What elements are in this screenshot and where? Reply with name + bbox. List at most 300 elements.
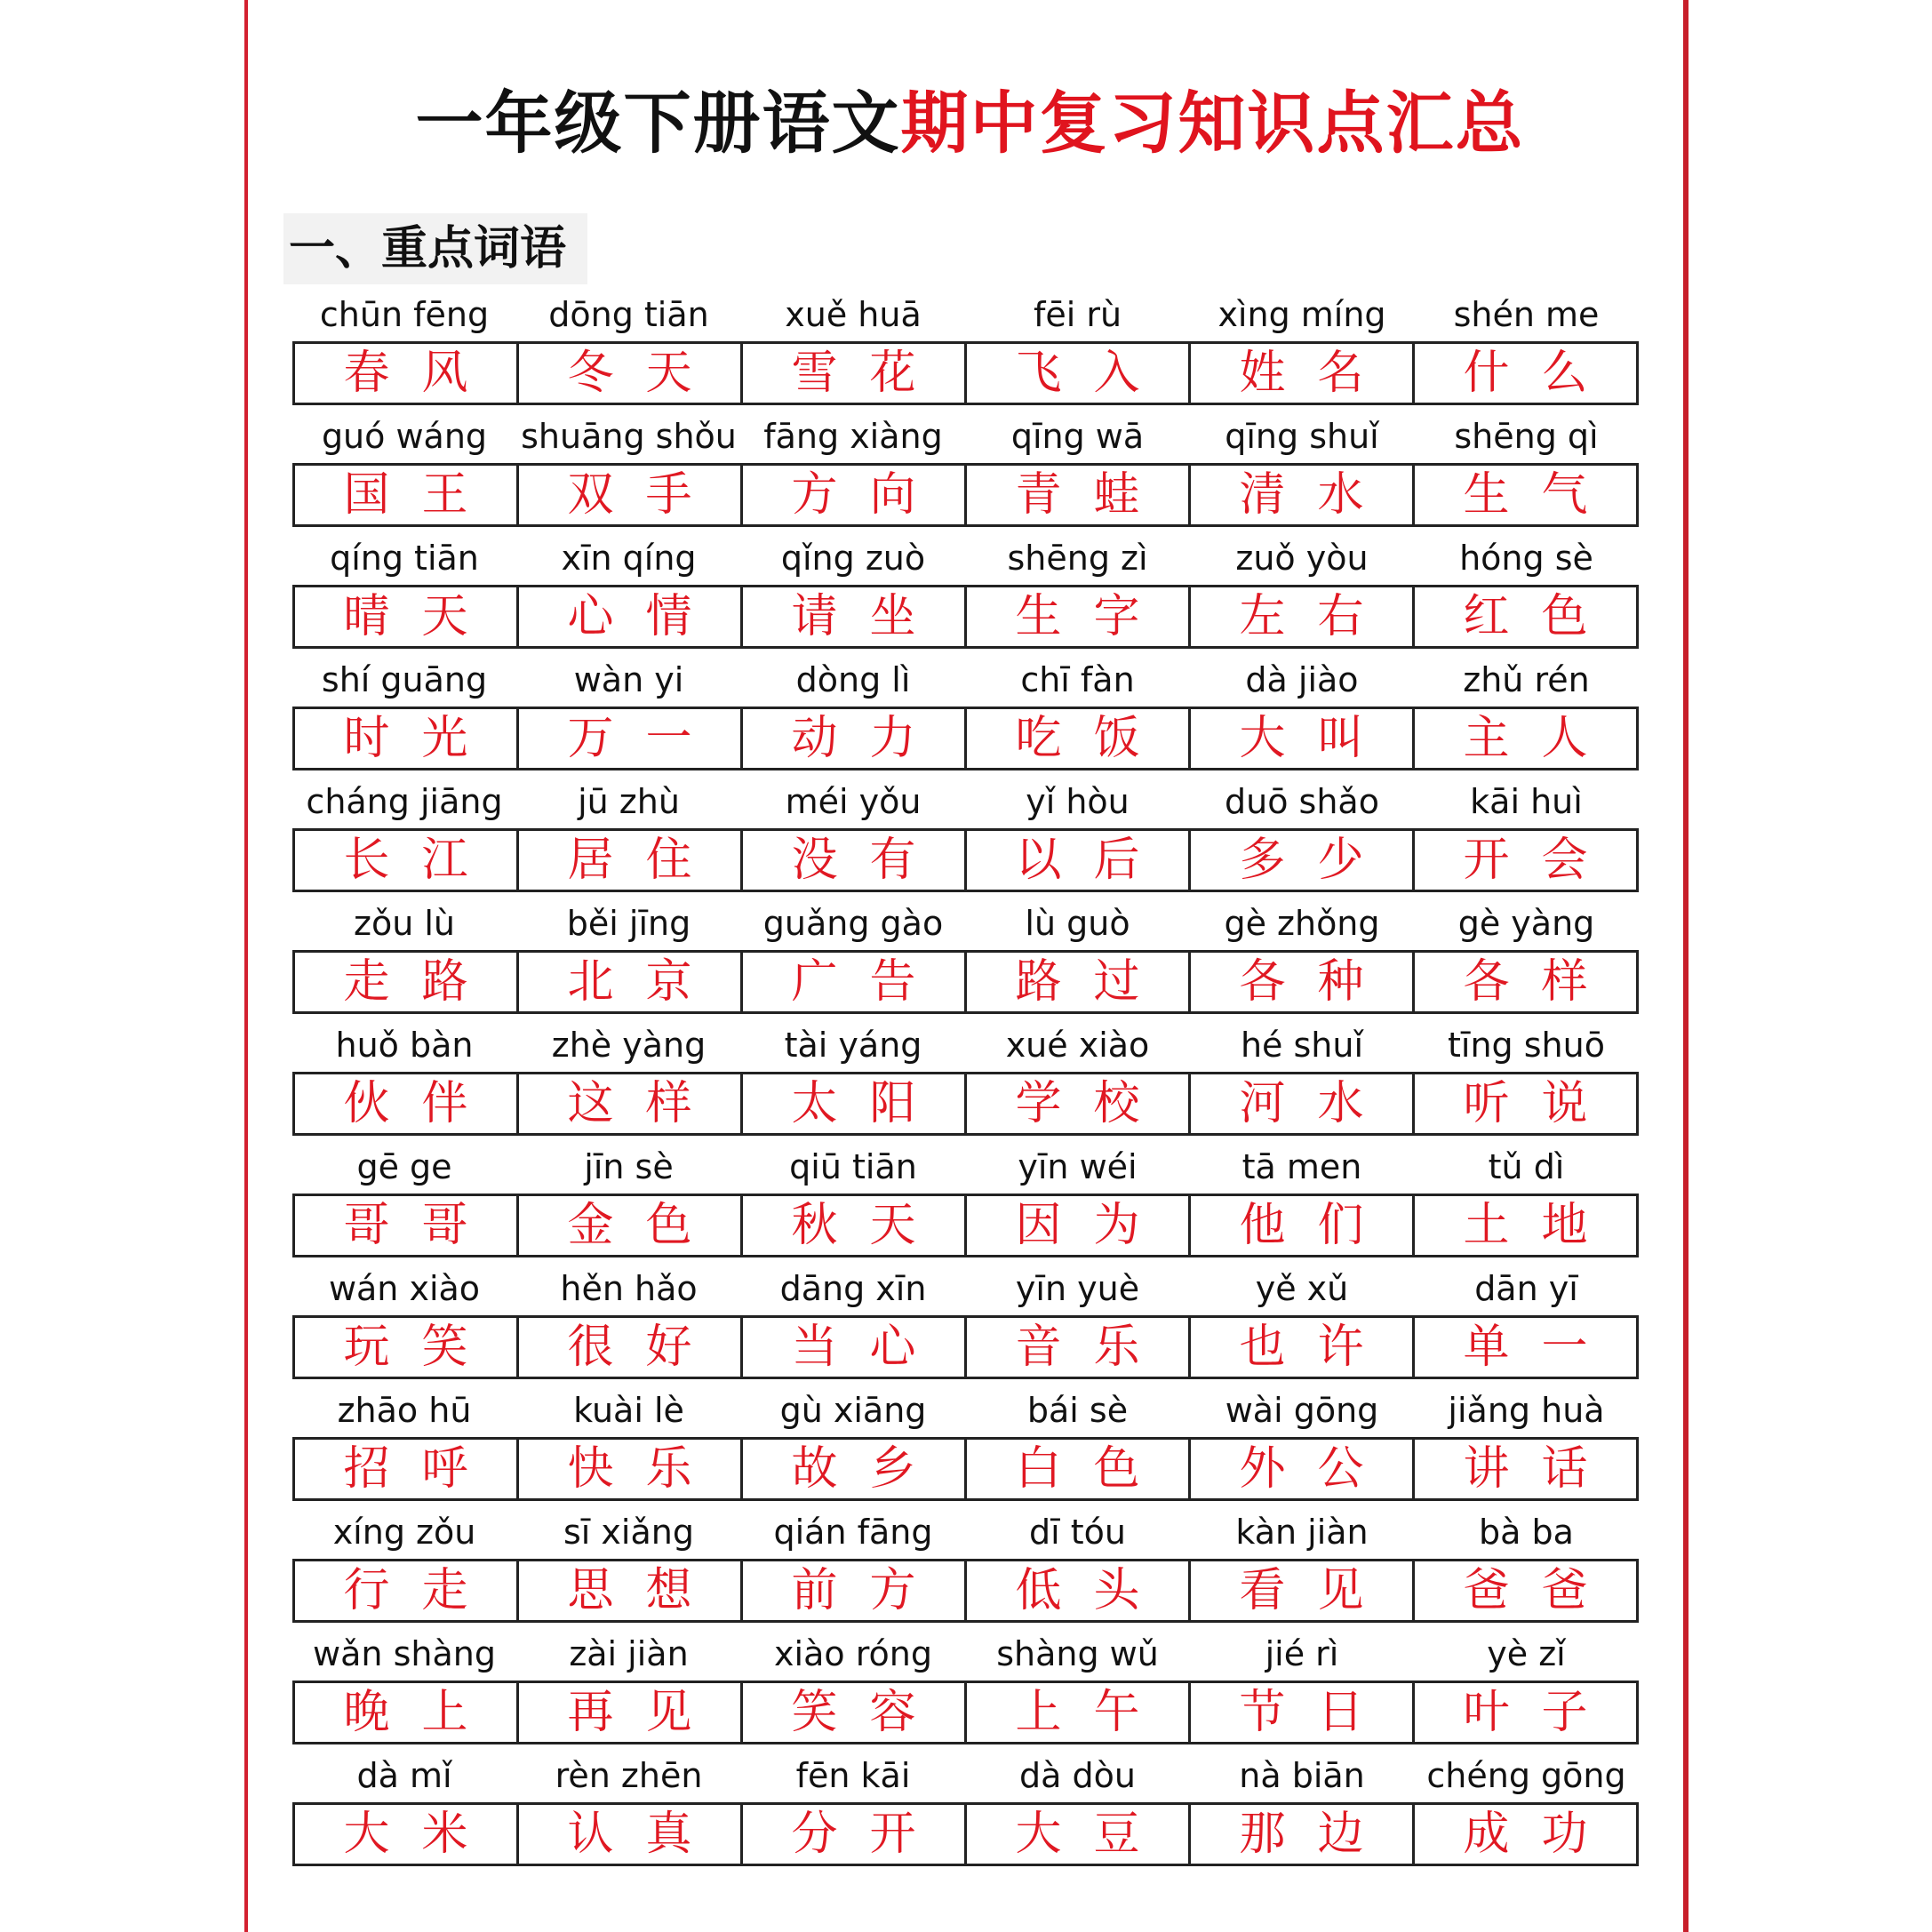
pinyin-label: jiǎng huà [1448, 1391, 1605, 1430]
hanzi-character: 手 [645, 468, 692, 522]
pinyin-label: shēng qì [1454, 417, 1599, 456]
pinyin-label: dān yī [1474, 1269, 1578, 1308]
hanzi-character: 请 [791, 590, 838, 643]
pinyin-label: xíng zǒu [332, 1513, 476, 1552]
pinyin-line [292, 1022, 1639, 1068]
hanzi-character: 方 [869, 1564, 916, 1617]
hanzi-character: 后 [1093, 834, 1140, 887]
hanzi-character: 气 [1541, 468, 1588, 522]
hanzi-character: 种 [1317, 955, 1364, 1009]
word-cell [295, 831, 519, 890]
hanzi-character: 生 [1463, 468, 1510, 522]
hanzi-character: 右 [1317, 590, 1364, 643]
pinyin-label: kuài lè [573, 1391, 684, 1430]
pinyin-line [292, 657, 1639, 703]
pinyin-line [292, 1265, 1639, 1312]
pinyin-line [292, 1631, 1639, 1677]
pinyin-line [292, 1752, 1639, 1799]
hanzi-character: 看 [1239, 1564, 1286, 1617]
hanzi-character: 土 [1463, 1199, 1510, 1252]
hanzi-character: 豆 [1093, 1808, 1140, 1861]
pinyin-label: zhè yàng [551, 1026, 707, 1065]
pinyin-label: gù xiāng [779, 1391, 927, 1430]
pinyin-label: chūn fēng [319, 295, 490, 334]
word-cell [743, 587, 967, 646]
pinyin-label: jīn sè [584, 1147, 674, 1186]
pinyin-label: gè zhǒng [1224, 904, 1380, 943]
pinyin-label: zài jiàn [569, 1634, 689, 1673]
hanzi-character: 因 [1015, 1199, 1062, 1252]
pinyin-label: kāi huì [1470, 782, 1583, 821]
pinyin-label: běi jīng [566, 904, 691, 943]
pinyin-label: xīn qíng [561, 539, 697, 578]
pinyin-label: xué xiào [1005, 1026, 1150, 1065]
pinyin-label: shēng zì [1007, 539, 1148, 578]
word-cell [519, 466, 743, 524]
word-cell [743, 466, 967, 524]
pinyin-label: wán xiào [328, 1269, 481, 1308]
hanzi-character: 白 [1015, 1442, 1062, 1496]
character-box-row [292, 950, 1639, 1014]
hanzi-character: 雪 [791, 347, 838, 400]
word-cell [743, 1318, 967, 1377]
hanzi-character: 上 [1015, 1686, 1062, 1739]
hanzi-character: 居 [567, 834, 614, 887]
pinyin-label: wài gōng [1225, 1391, 1379, 1430]
word-cell [519, 1440, 743, 1498]
hanzi-character: 校 [1093, 1077, 1140, 1130]
word-cell [743, 1683, 967, 1742]
hanzi-character: 前 [791, 1564, 838, 1617]
word-cell [967, 466, 1191, 524]
hanzi-character: 爸 [1541, 1564, 1588, 1617]
hanzi-character: 以 [1015, 834, 1062, 887]
hanzi-character: 大 [1015, 1808, 1062, 1861]
word-cell [295, 1561, 519, 1620]
word-cell [519, 831, 743, 890]
hanzi-character: 多 [1239, 834, 1286, 887]
title-black-part: 一年级下册语文 [415, 84, 901, 163]
hanzi-character: 有 [869, 834, 916, 887]
pinyin-label: dōng tiān [548, 295, 709, 334]
word-cell [967, 1196, 1191, 1255]
pinyin-label: shí guāng [321, 660, 488, 699]
hanzi-character: 双 [567, 468, 614, 522]
hanzi-character: 叶 [1463, 1686, 1510, 1739]
word-cell [967, 1683, 1191, 1742]
pinyin-label: duō shǎo [1225, 782, 1379, 821]
hanzi-character: 名 [1317, 347, 1364, 400]
hanzi-character: 人 [1541, 712, 1588, 765]
hanzi-character: 功 [1541, 1808, 1588, 1861]
word-cell [295, 344, 519, 403]
hanzi-character: 样 [1541, 955, 1588, 1009]
pinyin-label: xìng míng [1217, 295, 1386, 334]
hanzi-character: 清 [1239, 468, 1286, 522]
pinyin-label: bà ba [1479, 1513, 1574, 1552]
hanzi-character: 向 [869, 468, 916, 522]
hanzi-character: 上 [421, 1686, 468, 1739]
pinyin-label: shén me [1453, 295, 1600, 334]
hanzi-character: 笑 [421, 1321, 468, 1374]
hanzi-character: 当 [791, 1321, 838, 1374]
hanzi-character: 国 [343, 468, 390, 522]
word-cell [295, 1683, 519, 1742]
word-cell [743, 1561, 967, 1620]
word-cell [1191, 709, 1415, 768]
hanzi-character: 力 [869, 712, 916, 765]
hanzi-character: 过 [1093, 955, 1140, 1009]
character-box-row [292, 1072, 1639, 1136]
hanzi-character: 晴 [343, 590, 390, 643]
hanzi-character: 米 [421, 1808, 468, 1861]
character-box-row [292, 463, 1639, 527]
pinyin-label: yǐ hòu [1026, 782, 1130, 821]
hanzi-character: 饭 [1093, 712, 1140, 765]
hanzi-character: 分 [791, 1808, 838, 1861]
word-cell [1191, 344, 1415, 403]
word-cell [743, 1074, 967, 1133]
pinyin-label: zhāo hū [337, 1391, 472, 1430]
pinyin-label: tài yáng [784, 1026, 922, 1065]
pinyin-label: wàn yi [573, 660, 684, 699]
hanzi-character: 什 [1463, 347, 1510, 400]
word-cell [295, 709, 519, 768]
hanzi-character: 告 [869, 955, 916, 1009]
pinyin-label: yè zǐ [1487, 1634, 1566, 1673]
hanzi-character: 天 [645, 347, 692, 400]
hanzi-character: 光 [421, 712, 468, 765]
word-cell [295, 1805, 519, 1864]
pinyin-line [292, 1509, 1639, 1555]
hanzi-character: 再 [567, 1686, 614, 1739]
hanzi-character: 快 [567, 1442, 614, 1496]
word-cell [519, 1561, 743, 1620]
hanzi-character: 方 [791, 468, 838, 522]
hanzi-character: 学 [1015, 1077, 1062, 1130]
hanzi-character: 王 [421, 468, 468, 522]
pinyin-label: nà biān [1239, 1756, 1365, 1795]
hanzi-character: 住 [645, 834, 692, 887]
hanzi-character: 长 [343, 834, 390, 887]
pinyin-label: dāng xīn [779, 1269, 927, 1308]
pinyin-label: hěn hǎo [560, 1269, 698, 1308]
hanzi-character: 金 [567, 1199, 614, 1252]
hanzi-character: 乡 [869, 1442, 916, 1496]
hanzi-character: 广 [791, 955, 838, 1009]
word-cell [295, 1440, 519, 1498]
hanzi-character: 成 [1463, 1808, 1510, 1861]
pinyin-label: shuāng shǒu [521, 417, 737, 456]
hanzi-character: 少 [1317, 834, 1364, 887]
hanzi-character: 见 [1317, 1564, 1364, 1617]
vocab-row [292, 1631, 1639, 1752]
pinyin-label: fāng xiàng [763, 417, 943, 456]
word-cell [1191, 1683, 1415, 1742]
hanzi-character: 呼 [421, 1442, 468, 1496]
word-cell [1191, 1440, 1415, 1498]
hanzi-character: 大 [1239, 712, 1286, 765]
hanzi-character: 时 [343, 712, 390, 765]
hanzi-character: 讲 [1463, 1442, 1510, 1496]
hanzi-character: 生 [1015, 590, 1062, 643]
hanzi-character: 情 [645, 590, 692, 643]
hanzi-character: 思 [567, 1564, 614, 1617]
word-cell [1415, 1318, 1636, 1377]
pinyin-label: xuě huā [785, 295, 922, 334]
character-box-row [292, 1802, 1639, 1866]
pinyin-label: wǎn shàng [313, 1634, 496, 1673]
word-cell [519, 344, 743, 403]
word-cell [1415, 953, 1636, 1011]
hanzi-character: 青 [1015, 468, 1062, 522]
vocab-row [292, 1144, 1639, 1265]
pinyin-label: bái sè [1026, 1391, 1129, 1430]
vocab-row [292, 1265, 1639, 1387]
character-box-row [292, 828, 1639, 892]
hanzi-character: 阳 [869, 1077, 916, 1130]
hanzi-character: 哥 [421, 1199, 468, 1252]
word-cell [1191, 1318, 1415, 1377]
word-cell [1191, 466, 1415, 524]
hanzi-character: 姓 [1239, 347, 1286, 400]
pinyin-label: chéng gōng [1426, 1756, 1626, 1795]
hanzi-character: 乐 [1093, 1321, 1140, 1374]
word-cell [1191, 587, 1415, 646]
word-cell [743, 1805, 967, 1864]
pinyin-label: chī fàn [1020, 660, 1135, 699]
hanzi-character: 很 [567, 1321, 614, 1374]
hanzi-character: 也 [1239, 1321, 1286, 1374]
hanzi-character: 地 [1541, 1199, 1588, 1252]
word-cell [967, 953, 1191, 1011]
word-cell [967, 1440, 1191, 1498]
hanzi-character: 一 [1541, 1321, 1588, 1374]
pinyin-label: lù guò [1025, 904, 1130, 943]
word-cell [519, 1074, 743, 1133]
word-cell [519, 1318, 743, 1377]
hanzi-character: 开 [1463, 834, 1510, 887]
pinyin-label: huǒ bàn [335, 1026, 474, 1065]
character-box-row [292, 585, 1639, 649]
pinyin-label: qǐng zuò [780, 539, 926, 578]
vocab-row [292, 291, 1639, 413]
word-cell [967, 1318, 1191, 1377]
word-cell [1415, 1561, 1636, 1620]
hanzi-character: 冬 [567, 347, 614, 400]
hanzi-character: 天 [869, 1199, 916, 1252]
word-cell [519, 1683, 743, 1742]
word-cell [743, 953, 967, 1011]
hanzi-character: 蛙 [1093, 468, 1140, 522]
hanzi-character: 外 [1239, 1442, 1286, 1496]
hanzi-character: 各 [1463, 955, 1510, 1009]
hanzi-character: 乐 [645, 1442, 692, 1496]
pinyin-line [292, 291, 1639, 338]
hanzi-character: 各 [1239, 955, 1286, 1009]
word-cell [743, 1196, 967, 1255]
pinyin-label: zuǒ yòu [1235, 539, 1369, 578]
hanzi-character: 笑 [791, 1686, 838, 1739]
hanzi-character: 公 [1317, 1442, 1364, 1496]
word-cell [1415, 1683, 1636, 1742]
hanzi-character: 动 [791, 712, 838, 765]
word-cell [1191, 1561, 1415, 1620]
hanzi-character: 风 [421, 347, 468, 400]
pinyin-label: zǒu lù [354, 904, 455, 943]
pinyin-label: tǔ dì [1488, 1147, 1565, 1186]
word-cell [967, 344, 1191, 403]
hanzi-character: 水 [1317, 1077, 1364, 1130]
hanzi-character: 走 [343, 955, 390, 1009]
vocabulary-grid [292, 291, 1639, 1874]
word-cell [967, 1561, 1191, 1620]
character-box-row [292, 1437, 1639, 1501]
hanzi-character: 心 [869, 1321, 916, 1374]
word-cell [1415, 587, 1636, 646]
pinyin-label: tīng shuō [1448, 1026, 1605, 1065]
hanzi-character: 们 [1317, 1199, 1364, 1252]
hanzi-character: 心 [567, 590, 614, 643]
vocab-row [292, 900, 1639, 1022]
pinyin-label: kàn jiàn [1235, 1513, 1369, 1552]
pinyin-line [292, 413, 1639, 459]
hanzi-character: 会 [1541, 834, 1588, 887]
pinyin-label: dī tóu [1029, 1513, 1126, 1552]
pinyin-label: jū zhù [578, 782, 680, 821]
pinyin-label: qīng wā [1010, 417, 1145, 456]
pinyin-label: dà mǐ [356, 1756, 452, 1795]
hanzi-character: 左 [1239, 590, 1286, 643]
hanzi-character: 爸 [1463, 1564, 1510, 1617]
word-cell [1415, 1196, 1636, 1255]
pinyin-label: qián fāng [773, 1513, 933, 1552]
vocab-row [292, 778, 1639, 900]
hanzi-character: 天 [421, 590, 468, 643]
pinyin-label: qíng tiān [330, 539, 479, 578]
hanzi-character: 晚 [343, 1686, 390, 1739]
hanzi-character: 边 [1317, 1808, 1364, 1861]
pinyin-label: qiū tiān [789, 1147, 917, 1186]
hanzi-character: 开 [869, 1808, 916, 1861]
pinyin-label: guǎng gào [762, 904, 944, 943]
pinyin-label: jié rì [1265, 1634, 1339, 1673]
pinyin-label: dà dòu [1019, 1756, 1136, 1795]
word-cell [967, 1074, 1191, 1133]
word-cell [743, 344, 967, 403]
pinyin-label: cháng jiāng [306, 782, 503, 821]
vocab-row [292, 535, 1639, 657]
pinyin-label: rèn zhēn [555, 1756, 703, 1795]
pinyin-label: qīng shuǐ [1225, 417, 1379, 456]
pinyin-label: tā men [1241, 1147, 1362, 1186]
pinyin-label: dòng lì [795, 660, 911, 699]
hanzi-character: 伙 [343, 1077, 390, 1130]
hanzi-character: 想 [645, 1564, 692, 1617]
word-cell [519, 1805, 743, 1864]
hanzi-character: 色 [1093, 1442, 1140, 1496]
hanzi-character: 一 [645, 712, 692, 765]
word-cell [295, 1074, 519, 1133]
hanzi-character: 路 [421, 955, 468, 1009]
hanzi-character: 江 [421, 834, 468, 887]
hanzi-character: 字 [1093, 590, 1140, 643]
hanzi-character: 好 [645, 1321, 692, 1374]
hanzi-character: 他 [1239, 1199, 1286, 1252]
hanzi-character: 玩 [343, 1321, 390, 1374]
pinyin-label: xiào róng [774, 1634, 932, 1673]
hanzi-character: 故 [791, 1442, 838, 1496]
hanzi-character: 春 [343, 347, 390, 400]
hanzi-character: 见 [645, 1686, 692, 1739]
hanzi-character: 样 [645, 1077, 692, 1130]
word-cell [967, 1805, 1191, 1864]
word-cell [295, 1196, 519, 1255]
pinyin-label: yě xǔ [1255, 1269, 1349, 1308]
word-cell [295, 466, 519, 524]
pinyin-line [292, 535, 1639, 581]
hanzi-character: 太 [791, 1077, 838, 1130]
pinyin-line [292, 1144, 1639, 1190]
hanzi-character: 万 [567, 712, 614, 765]
word-cell [519, 709, 743, 768]
pinyin-label: méi yǒu [785, 782, 922, 821]
hanzi-character: 为 [1093, 1199, 1140, 1252]
hanzi-character: 哥 [343, 1199, 390, 1252]
pinyin-label: gē ge [356, 1147, 452, 1186]
hanzi-character: 认 [567, 1808, 614, 1861]
pinyin-line [292, 1387, 1639, 1433]
word-cell [295, 953, 519, 1011]
character-box-row [292, 1559, 1639, 1623]
hanzi-character: 低 [1015, 1564, 1062, 1617]
character-box-row [292, 1681, 1639, 1744]
word-cell [295, 1318, 519, 1377]
hanzi-character: 入 [1093, 347, 1140, 400]
word-cell [743, 709, 967, 768]
hanzi-character: 日 [1317, 1686, 1364, 1739]
worksheet-page [244, 0, 1689, 1932]
hanzi-character: 单 [1463, 1321, 1510, 1374]
word-cell [967, 709, 1191, 768]
hanzi-character: 京 [645, 955, 692, 1009]
pinyin-label: gè yàng [1457, 904, 1595, 943]
hanzi-character: 许 [1317, 1321, 1364, 1374]
pinyin-label: yīn wéi [1018, 1147, 1138, 1186]
hanzi-character: 那 [1239, 1808, 1286, 1861]
pinyin-line [292, 778, 1639, 825]
word-cell [1191, 831, 1415, 890]
hanzi-character: 子 [1541, 1686, 1588, 1739]
word-cell [1191, 1074, 1415, 1133]
character-box-row [292, 707, 1639, 770]
pinyin-label: shàng wǔ [996, 1634, 1159, 1673]
hanzi-character: 主 [1463, 712, 1510, 765]
word-cell [519, 587, 743, 646]
hanzi-character: 路 [1015, 955, 1062, 1009]
pinyin-label: fēn kāi [795, 1756, 911, 1795]
word-cell [1191, 1196, 1415, 1255]
pinyin-label: sī xiǎng [563, 1513, 694, 1552]
hanzi-character: 听 [1463, 1077, 1510, 1130]
word-cell [1415, 1440, 1636, 1498]
hanzi-character: 没 [791, 834, 838, 887]
hanzi-character: 大 [343, 1808, 390, 1861]
pinyin-label: guó wáng [321, 417, 488, 456]
vocab-row [292, 1022, 1639, 1144]
hanzi-character: 这 [567, 1077, 614, 1130]
vocab-row [292, 1509, 1639, 1631]
